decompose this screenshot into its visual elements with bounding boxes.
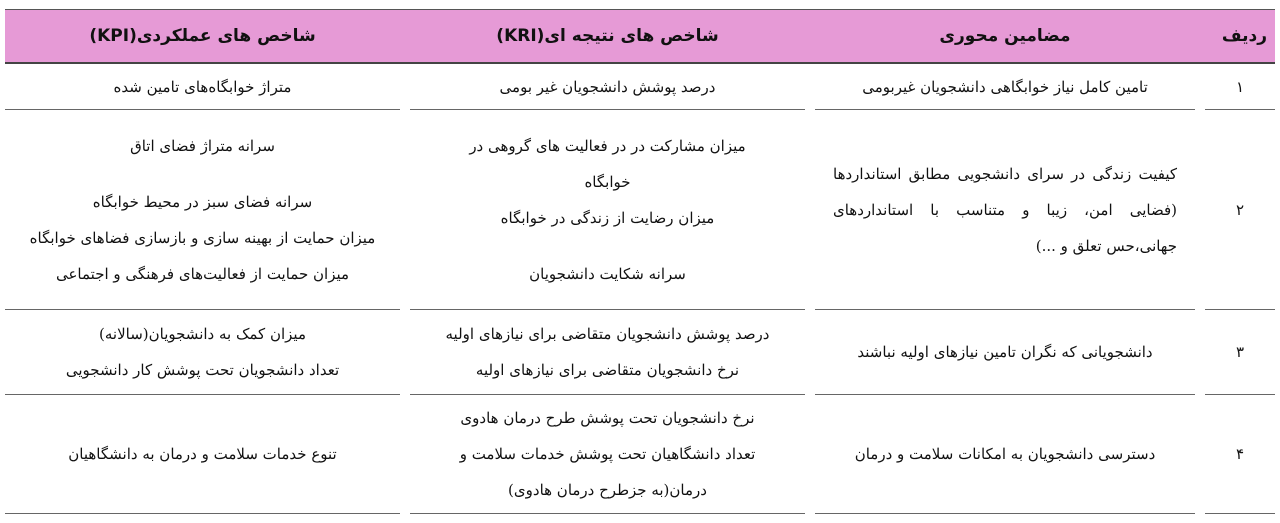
kri-item: میزان مشارکت در در فعالیت های گروهی در: [469, 136, 746, 155]
theme-cell: [815, 63, 1195, 110]
kpi-item: میزان کمک به دانشجویان(سالانه): [99, 325, 306, 343]
kpi-item: تنوع خدمات سلامت و درمان به دانشگاهیان: [68, 445, 337, 463]
kri-item: تعداد دانشگاهیان تحت پوشش خدمات سلامت و: [459, 445, 756, 463]
kri-item: درمان(به جزطرح درمان هادوی): [508, 481, 707, 499]
kpi-item: سرانه فضای سبز در محیط خوابگاه: [92, 192, 313, 211]
kri-item: نرخ دانشجویان متقاضی برای نیازهای اولیه: [475, 361, 740, 379]
kpi-item: تعداد دانشجویان تحت پوشش کار دانشجویی: [65, 361, 340, 379]
kpi-cell: [5, 395, 400, 514]
theme-text: دسترسی دانشجویان به امکانات سلامت و درمان: [854, 445, 1156, 463]
row-number: ۳: [1205, 310, 1275, 395]
kpi-cell: [5, 63, 400, 110]
kpi-cell: [5, 310, 400, 395]
table-row: [5, 395, 1275, 514]
theme-cell: [815, 310, 1195, 395]
kpi-item: سرانه متراژ فضای اتاق: [130, 136, 275, 155]
kri-item: نرخ دانشجویان تحت پوشش طرح درمان هادوی: [460, 409, 755, 427]
theme-text: دانشجویانی که نگران تامین نیازهای اولیه نباشند: [857, 343, 1153, 361]
header-themes: مضامین محوری: [815, 10, 1195, 64]
kri-cell: [410, 310, 805, 395]
row-number: ۲: [1205, 110, 1275, 310]
theme-cell: [815, 395, 1195, 514]
kpi-cell: [5, 110, 400, 310]
table-header-row: [5, 10, 1275, 64]
theme-text: تامین کامل نیاز خوابگاهی دانشجویان غیربومی: [862, 77, 1148, 96]
header-row-number: ردیف: [1205, 10, 1275, 64]
row-number: ۴: [1205, 395, 1275, 514]
kri-cell: [410, 110, 805, 310]
kri-item: درصد پوشش دانشجویان غیر بومی: [499, 77, 716, 96]
kri-item: میزان رضایت از زندگی در خوابگاه: [500, 208, 715, 227]
kri-item: سرانه شکایت دانشجویان: [529, 264, 686, 283]
theme-cell: [815, 110, 1195, 310]
kri-item: درصد پوشش دانشجویان متقاضی برای نیازهای اولیه: [445, 325, 770, 343]
header-kri: شاخص های نتیجه ای(KRI): [410, 10, 805, 64]
theme-text: کیفیت زندگی در سرای دانشجویی مطابق استانداردها (فضایی امن، زیبا و متناسب با استانداردهای جهانی،حس تعلق و ...): [833, 164, 1177, 255]
kri-item: خوابگاه: [584, 172, 631, 191]
kpi-item: میزان حمایت از بهینه سازی و بازسازی فضاهای خوابگاه: [29, 228, 376, 247]
kri-cell: [410, 63, 805, 110]
kpi-table-container: [5, 9, 1275, 514]
header-kpi: شاخص های عملکردی(KPI): [5, 10, 400, 64]
table-row: [5, 310, 1275, 395]
table-row: [5, 110, 1275, 310]
row-number: ۱: [1205, 63, 1275, 110]
kpi-item: متراژ خوابگاه‌های تامین شده: [113, 77, 292, 96]
kri-cell: [410, 395, 805, 514]
kpi-item: میزان حمایت از فعالیت‌های فرهنگی و اجتماعی: [55, 264, 350, 283]
table-row: [5, 63, 1275, 110]
kpi-table: [5, 9, 1275, 514]
